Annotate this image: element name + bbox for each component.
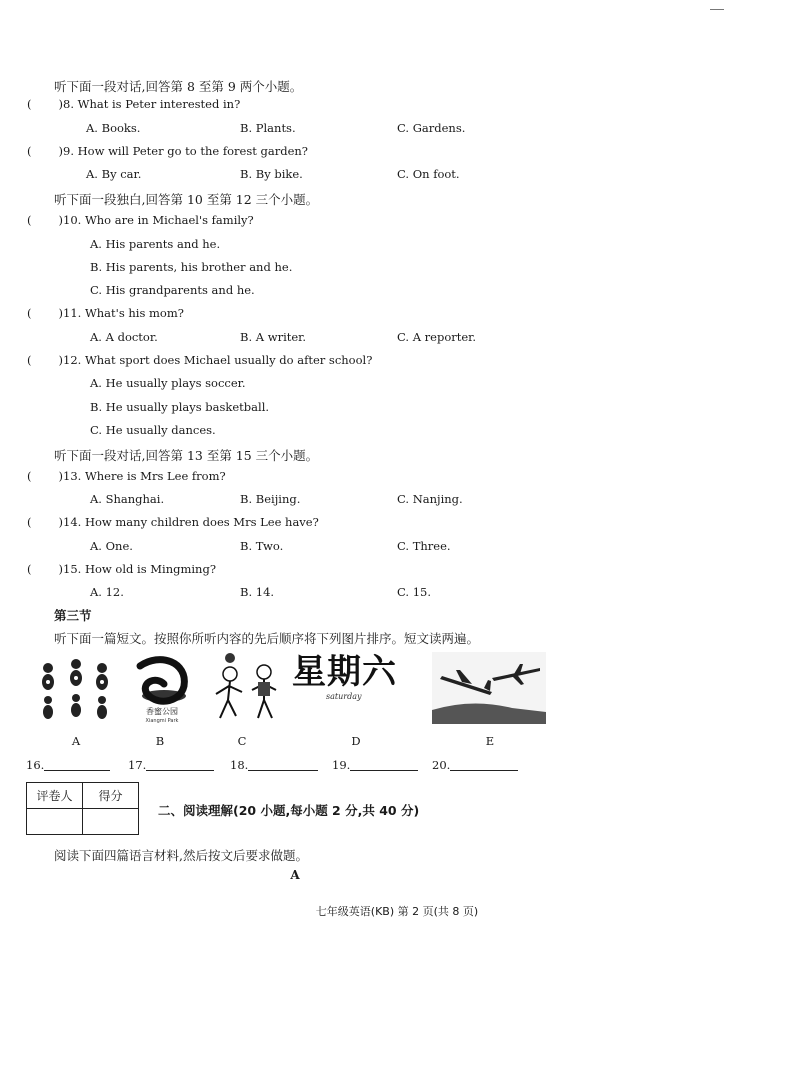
question-12: ( )12. What sport does Michael usually do after school? [27, 353, 372, 367]
q8-option-a: A. Books. [86, 121, 141, 135]
q8-option-b: B. Plants. [240, 121, 296, 135]
q13-option-b: B. Beijing. [240, 492, 301, 506]
question-15: ( )15. How old is Mingming? [27, 562, 216, 576]
picture-d-saturday [292, 652, 420, 724]
answer-blank[interactable] [27, 306, 63, 320]
score-header: 得分 [83, 783, 139, 809]
q12-option-b: B. He usually plays basketball. [90, 400, 270, 414]
picture-b-park-logo-icon [130, 652, 194, 724]
answer-line[interactable] [44, 758, 110, 771]
picture-label-c: C [237, 734, 247, 748]
picture-label-d: D [351, 734, 361, 748]
answer-blank[interactable] [27, 213, 63, 227]
question-14: ( )14. How many children does Mrs Lee have? [27, 515, 319, 529]
q8-option-c: C. Gardens. [397, 121, 466, 135]
q14-option-c: C. Three. [397, 539, 451, 553]
section-3-instruction: 听下面一篇短文。按照你所听内容的先后顺序将下列图片排序。短文读两遍。 [54, 631, 480, 646]
picture-label-b: B [155, 734, 165, 748]
picture-label-a: A [71, 734, 81, 748]
answer-blank[interactable] [27, 562, 63, 576]
answer-blank[interactable] [27, 97, 63, 111]
q10-option-b: B. His parents, his brother and he. [90, 260, 293, 274]
picture-c-basketball-icon [204, 652, 284, 724]
grader-header: 评卷人 [27, 783, 83, 809]
question-8: ( )8. What is Peter interested in? [27, 97, 240, 111]
intro-monologue: 听下面一段独白,回答第 10 至第 12 三个小题。 [54, 192, 319, 207]
part-2-title: 二、阅读理解(20 小题,每小题 2 分,共 40 分) [158, 803, 420, 818]
park-caption-cn: 香蜜公园 [146, 707, 178, 716]
answer-line[interactable] [146, 758, 214, 771]
question-9: ( )9. How will Peter go to the forest garden? [27, 144, 308, 158]
q14-option-a: A. One. [90, 539, 133, 553]
q14-option-b: B. Two. [240, 539, 284, 553]
answer-blank[interactable] [27, 144, 63, 158]
picture-label-e: E [485, 734, 495, 748]
q12-option-a: A. He usually plays soccer. [90, 376, 246, 390]
q11-option-b: B. A writer. [240, 330, 307, 344]
question-10: ( )10. Who are in Michael's family? [27, 213, 254, 227]
saturday-text-en: saturday [326, 692, 362, 701]
q11-option-a: A. A doctor. [90, 330, 158, 344]
q12-option-c: C. He usually dances. [90, 423, 216, 437]
picture-e-airplane-icon [432, 652, 546, 724]
answer-line[interactable] [248, 758, 318, 771]
part-2-instruction: 阅读下面四篇语言材料,然后按文后要求做题。 [54, 848, 308, 863]
answer-line[interactable] [350, 758, 418, 771]
q13-option-a: A. Shanghai. [90, 492, 165, 506]
question-11: ( )11. What's his mom? [27, 306, 184, 320]
blank-16: 16. [26, 758, 110, 772]
blank-18: 18. [230, 758, 318, 772]
q13-option-c: C. Nanjing. [397, 492, 463, 506]
answer-blank[interactable] [27, 353, 63, 367]
answer-line[interactable] [450, 758, 518, 771]
q15-option-a: A. 12. [90, 585, 124, 599]
answer-blank[interactable] [27, 515, 63, 529]
page-footer: 七年级英语(KB) 第 2 页(共 8 页) [315, 905, 479, 918]
section-3-title: 第三节 [54, 608, 92, 623]
park-caption-en: Xiangmi Park [145, 718, 179, 724]
passage-label: A [290, 868, 300, 882]
question-13: ( )13. Where is Mrs Lee from? [27, 469, 226, 483]
q15-option-c: C. 15. [397, 585, 431, 599]
intro-dialogue-1: 听下面一段对话,回答第 8 至第 9 两个小题。 [54, 79, 303, 94]
saturday-text-cn: 星期六 [292, 652, 397, 692]
score-cell[interactable] [83, 809, 139, 835]
intro-dialogue-2: 听下面一段对话,回答第 13 至第 15 三个小题。 [54, 448, 319, 463]
q11-option-c: C. A reporter. [397, 330, 477, 344]
picture-a-family-icon [34, 652, 118, 724]
blank-20: 20. [432, 758, 518, 772]
q10-option-a: A. His parents and he. [90, 237, 221, 251]
answer-blank[interactable] [27, 469, 63, 483]
q15-option-b: B. 14. [240, 585, 275, 599]
grader-cell[interactable] [27, 809, 83, 835]
q9-option-a: A. By car. [86, 167, 142, 181]
q9-option-c: C. On foot. [397, 167, 460, 181]
score-table [26, 782, 139, 835]
blank-17: 17. [128, 758, 214, 772]
q9-option-b: B. By bike. [240, 167, 303, 181]
scan-mark [710, 9, 724, 10]
blank-19: 19. [332, 758, 418, 772]
q10-option-c: C. His grandparents and he. [90, 283, 255, 297]
